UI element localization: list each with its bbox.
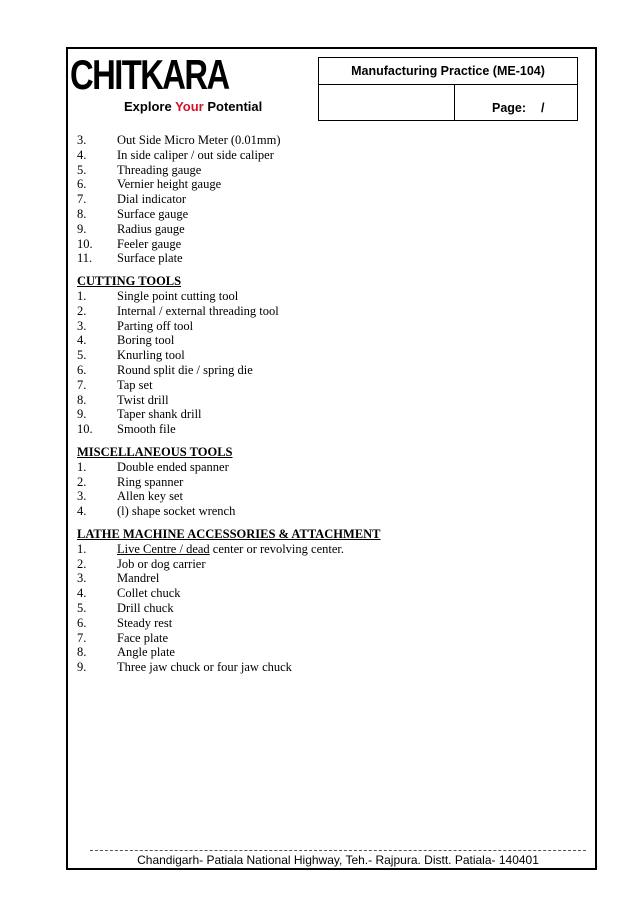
header-info-box — [318, 57, 578, 121]
list-item — [77, 407, 577, 422]
list-item-number: 6. — [77, 362, 87, 377]
underlined-text: Live Centre / dead — [117, 541, 210, 556]
list-item-number: 2. — [77, 303, 87, 318]
list-item-number: 2. — [77, 556, 87, 571]
list-item-text: Double ended spanner — [117, 459, 229, 474]
list-item-number: 4. — [77, 147, 87, 162]
list-item-text: Mandrel — [117, 571, 160, 586]
list-item-text: Knurling tool — [117, 348, 185, 363]
chitkara-logo — [70, 52, 310, 122]
page-label: Page: — [492, 101, 527, 115]
list-item-text: In side caliper / out side caliper — [117, 147, 274, 162]
list-item-number: 3. — [77, 133, 87, 147]
list-item — [77, 489, 577, 504]
list-item — [77, 348, 577, 363]
list-item-number: 8. — [77, 645, 87, 660]
list-item-text: Steady rest — [117, 615, 173, 630]
list-item-text: Vernier height gauge — [117, 177, 222, 192]
list-item — [77, 542, 577, 557]
list-item-text: Drill chuck — [117, 600, 174, 615]
list-item-number: 6. — [77, 177, 87, 192]
list-item-number: 1. — [77, 541, 87, 556]
list-item — [77, 645, 577, 660]
list-item-number: 7. — [77, 192, 87, 207]
list-item-text: Internal / external threading tool — [117, 303, 279, 318]
list-item-text: Smooth file — [117, 422, 176, 437]
list-item-text: Radius gauge — [117, 221, 185, 236]
list-item-text: Single point cutting tool — [117, 288, 239, 303]
list-item — [77, 557, 577, 572]
list-item-text: Round split die / spring die — [117, 362, 253, 377]
list-item — [77, 460, 577, 475]
list-item-text: Three jaw chuck or four jaw chuck — [117, 660, 292, 675]
list-item-number: 4. — [77, 586, 87, 601]
list-item-number: 10. — [77, 236, 93, 251]
list-item-number: 3. — [77, 318, 87, 333]
tagline-part-2: Potential — [203, 99, 263, 114]
list-item-text: (l) shape socket wrench — [117, 504, 236, 519]
list-item — [77, 616, 577, 631]
list-item — [77, 251, 577, 266]
list-item-number: 8. — [77, 392, 87, 407]
page-number-row — [319, 85, 577, 120]
list-item-text: Surface plate — [117, 251, 183, 266]
list-item — [77, 586, 577, 601]
list-item — [77, 177, 577, 192]
list-item-number: 5. — [77, 162, 87, 177]
list-item-number: 6. — [77, 615, 87, 630]
list-item-number: 11. — [77, 251, 93, 266]
list-item — [77, 660, 577, 675]
list-item-number: 10. — [77, 422, 93, 437]
list-item — [77, 393, 577, 408]
lathe-accessories-heading: LATHE MACHINE ACCESSORIES & ATTACHMENT — [77, 526, 381, 541]
list-item-number: 1. — [77, 288, 87, 303]
tagline-part-1: Explore — [124, 99, 176, 114]
list-item-text: Job or dog carrier — [117, 556, 206, 571]
cutting-tools-list — [77, 289, 577, 437]
list-item-number: 8. — [77, 206, 87, 221]
list-item — [77, 207, 577, 222]
list-item — [77, 504, 577, 519]
lathe-accessories-list — [77, 542, 577, 675]
footer-divider — [90, 850, 586, 851]
list-item-text-rest: center or revolving center. — [209, 541, 344, 556]
list-item — [77, 631, 577, 646]
list-item-number: 4. — [77, 504, 87, 519]
list-item-text: Surface gauge — [117, 206, 189, 221]
list-item-number: 5. — [77, 348, 87, 363]
cutting-tools-heading: CUTTING TOOLS — [77, 274, 182, 289]
misc-tools-list — [77, 460, 577, 519]
list-item-text: Out Side Micro Meter (0.01mm) — [117, 133, 281, 147]
list-item-text: Taper shank drill — [117, 407, 202, 422]
list-item-number: 9. — [77, 407, 87, 422]
list-item-number: 9. — [77, 660, 87, 675]
list-item — [77, 237, 577, 252]
misc-tools-heading: MISCELLANEOUS TOOLS — [77, 444, 233, 459]
list-item — [77, 571, 577, 586]
page-slash: / — [541, 101, 545, 115]
list-item — [77, 422, 577, 437]
list-item-text: Dial indicator — [117, 192, 187, 207]
list-item-text: Twist drill — [117, 392, 169, 407]
list-item-text: Collet chuck — [117, 586, 181, 601]
logo-wordmark: CHITKARA — [70, 51, 229, 98]
list-item-number: 2. — [77, 474, 87, 489]
list-item — [77, 192, 577, 207]
list-item-text: Feeler gauge — [117, 236, 182, 251]
course-title: Manufacturing Practice (ME-104) — [319, 58, 577, 85]
list-item-text: Boring tool — [117, 333, 175, 348]
list-item — [77, 289, 577, 304]
list-item-number: 5. — [77, 600, 87, 615]
list-item-text: Face plate — [117, 630, 169, 645]
list-item-text: Threading gauge — [117, 162, 202, 177]
footer-address: Chandigarh- Patiala National Highway, Teh.- Rajpura. Distt. Patiala- 140401 — [137, 853, 539, 867]
list-item-number: 3. — [77, 489, 87, 504]
list-item — [77, 378, 577, 393]
list-item-number: 3. — [77, 571, 87, 586]
list-item-text — [117, 542, 344, 557]
list-item-text: Angle plate — [117, 645, 175, 660]
list-item — [77, 333, 577, 348]
measuring-instruments-list — [77, 133, 577, 266]
list-item — [77, 133, 577, 148]
list-item — [77, 475, 577, 490]
list-item — [77, 363, 577, 378]
list-item-number: 9. — [77, 221, 87, 236]
list-item-number: 1. — [77, 459, 87, 474]
list-item — [77, 163, 577, 178]
header-divider — [454, 85, 455, 120]
list-item-text: Allen key set — [117, 489, 183, 504]
list-item — [77, 148, 577, 163]
list-item — [77, 304, 577, 319]
list-item-number: 4. — [77, 333, 87, 348]
logo-tagline — [124, 99, 262, 115]
tagline-accent: Your — [175, 99, 204, 114]
list-item — [77, 319, 577, 334]
list-item-text: Tap set — [117, 377, 153, 392]
list-item — [77, 222, 577, 237]
list-item-text: Parting off tool — [117, 318, 194, 333]
list-item-text: Ring spanner — [117, 474, 184, 489]
document-body — [77, 133, 577, 675]
list-item — [77, 601, 577, 616]
list-item-number: 7. — [77, 630, 87, 645]
list-item-number: 7. — [77, 377, 87, 392]
